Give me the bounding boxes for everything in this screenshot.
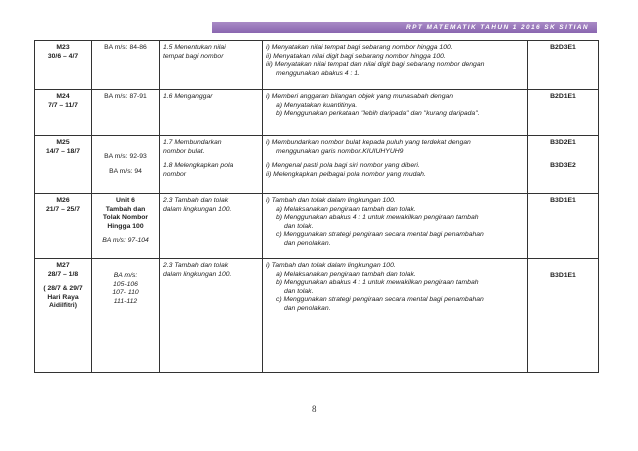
objective-line: i) Tambah dan tolak dalam lingkungan 100. — [266, 262, 396, 269]
objective-line: i) Memberi anggaran bilangan objek yang munasabah dengan — [266, 93, 454, 100]
week-note: Aidilfitri) — [49, 302, 77, 310]
week-dates: 7/7 – 11/7 — [48, 101, 78, 109]
objective-line: i) Membundarkan nombor bulat kepada puluh yang terdekat dengan — [266, 139, 471, 146]
table-row — [35, 259, 599, 373]
objective-line: dan tolak. — [284, 222, 314, 230]
objectives-cell — [263, 90, 528, 136]
topic-line: 1.5 Menentukan nilai — [163, 44, 226, 51]
objective-line: a) Melaksanakan pengiraan tambah dan tolak. — [276, 205, 416, 213]
resource-line: 111-112 — [113, 297, 138, 305]
objective-line: i) Mengenal pasti pola bagi siri nombor yang diberi. — [266, 162, 420, 170]
objective-line: i) Tambah dan tolak dalam lingkungan 100. — [266, 197, 396, 204]
objective-line: menggunakan garis nombor.KIUIUHYUH9 — [276, 147, 404, 155]
standard-cell — [528, 194, 599, 259]
week-cell — [35, 136, 92, 194]
standard-cell — [528, 41, 599, 90]
resource-cell — [92, 259, 160, 373]
objective-line: dan tolak. — [284, 287, 314, 295]
week-id: M23 — [56, 44, 70, 51]
page-number: 8 — [312, 404, 317, 414]
objective-line: dan penolakan. — [284, 304, 331, 312]
topic-line: 1.7 Membundarkan — [163, 139, 222, 146]
resource-line: BA m/s: — [113, 272, 138, 279]
resource-line: Tambah dan — [105, 205, 146, 213]
week-cell — [35, 90, 92, 136]
table-row — [35, 90, 599, 136]
week-cell — [35, 259, 92, 373]
topic-line: dalam lingkungan 100. — [163, 270, 232, 278]
week-note: ( 28/7 & 29/7 — [43, 285, 83, 293]
resource-line: Unit 6 — [116, 197, 135, 204]
week-cell — [35, 194, 92, 259]
objective-line: b) Menggunakan abakus 4 : 1 untuk mewakilkan pengiraan tambah — [276, 214, 479, 222]
standard-code: B3D3E2 — [550, 161, 576, 169]
topic-line: tempat bagi nombor — [163, 52, 224, 60]
objective-line: b) Menggunakan perkataan "lebih daripada" dan "kurang daripada". — [276, 110, 480, 118]
objective-line: ii) Melengkapkan pelbagai pola nombor yang mudah. — [266, 170, 426, 178]
topic-cell — [160, 194, 263, 259]
objective-line: a) Melaksanakan pengiraan tambah dan tolak. — [276, 270, 416, 278]
standard-cell — [528, 259, 599, 373]
standard-code: B2D3E1 — [550, 44, 576, 51]
objectives-cell — [263, 194, 528, 259]
objective-line: i) Menyatakan nilai tempat bagi sebarang nombor hingga 100. — [266, 44, 453, 51]
topic-line: 2.3 Tambah dan tolak — [163, 197, 229, 204]
topic-cell — [160, 41, 263, 90]
resource-line: BA m/s: 84-86 — [104, 44, 147, 51]
standard-cell — [528, 136, 599, 194]
topic-line: nombor bulat. — [163, 147, 205, 155]
topic-cell — [160, 136, 263, 194]
week-dates: 14/7 – 18/7 — [45, 147, 80, 155]
week-cell — [35, 41, 92, 90]
week-dates: 28/7 – 1/8 — [47, 270, 79, 278]
objective-line: iii) Menyatakan nilai tempat dan nilai digit bagi sebarang nombor dengan — [266, 61, 485, 69]
resource-cell — [92, 41, 160, 90]
topic-cell — [160, 90, 263, 136]
standard-code: B3D1E1 — [550, 272, 576, 279]
week-id: M27 — [56, 262, 70, 269]
week-id: M24 — [56, 93, 70, 100]
topic-line: nombor — [163, 170, 187, 178]
resource-cell — [92, 136, 160, 194]
objective-line: c) Menggunakan strategi pengiraan secara mental bagi penambahan — [276, 231, 484, 239]
resource-line: BA m/s: 87-91 — [104, 93, 147, 100]
topic-cell — [160, 259, 263, 373]
resource-line: BA m/s: 97-104 — [102, 237, 149, 245]
objective-line: b) Menggunakan abakus 4 : 1 untuk mewakilkan pengiraan tambah — [276, 279, 479, 287]
standard-cell — [528, 90, 599, 136]
objective-line: c) Menggunakan strategi pengiraan secara mental bagi penambahan — [276, 296, 484, 304]
resource-line: BA m/s: 94 — [109, 167, 142, 175]
header-banner — [212, 22, 597, 33]
resource-line: Hingga 100 — [107, 222, 144, 230]
resource-line: BA m/s: 92-93 — [104, 152, 147, 160]
resource-line: 107- 110 — [112, 289, 139, 297]
week-id: M26 — [56, 197, 70, 204]
week-dates: 21/7 – 25/7 — [45, 205, 80, 213]
topic-line: 1.6 Menganggar — [163, 93, 213, 100]
header-banner-text: RPT MATEMATIK TAHUN 1 2016 SK SITIAN — [406, 24, 589, 31]
topic-line: dalam lingkungan 100. — [163, 205, 232, 213]
standard-code: B3D1E1 — [550, 197, 576, 204]
week-id: M25 — [56, 139, 70, 146]
scheme-of-work-table — [34, 40, 599, 373]
objectives-cell — [263, 259, 528, 373]
objectives-cell — [263, 136, 528, 194]
table-row — [35, 194, 599, 259]
resource-line: Tolak Nombor — [102, 214, 149, 222]
table-row — [35, 136, 599, 194]
resource-cell — [92, 90, 160, 136]
week-note: Hari Raya — [47, 293, 79, 301]
objective-line: menggunakan abakus 4 : 1. — [276, 69, 360, 77]
resource-cell — [92, 194, 160, 259]
objective-line: ii) Menyatakan nilai digit bagi sebarang nombor hingga 100. — [266, 52, 446, 60]
objective-line: dan penolakan. — [284, 239, 331, 247]
topic-line: 2.3 Tambah dan tolak — [163, 262, 229, 269]
objectives-cell — [263, 41, 528, 90]
standard-code: B2D1E1 — [550, 93, 576, 100]
objective-line: a) Menyatakan kuantitinya. — [276, 101, 358, 109]
table-row — [35, 41, 599, 90]
standard-code: B3D2E1 — [550, 139, 576, 146]
topic-line: 1.8 Melengkapkan pola — [163, 162, 234, 170]
resource-line: 105-106 — [113, 280, 138, 288]
week-dates: 30/6 – 4/7 — [47, 52, 79, 60]
